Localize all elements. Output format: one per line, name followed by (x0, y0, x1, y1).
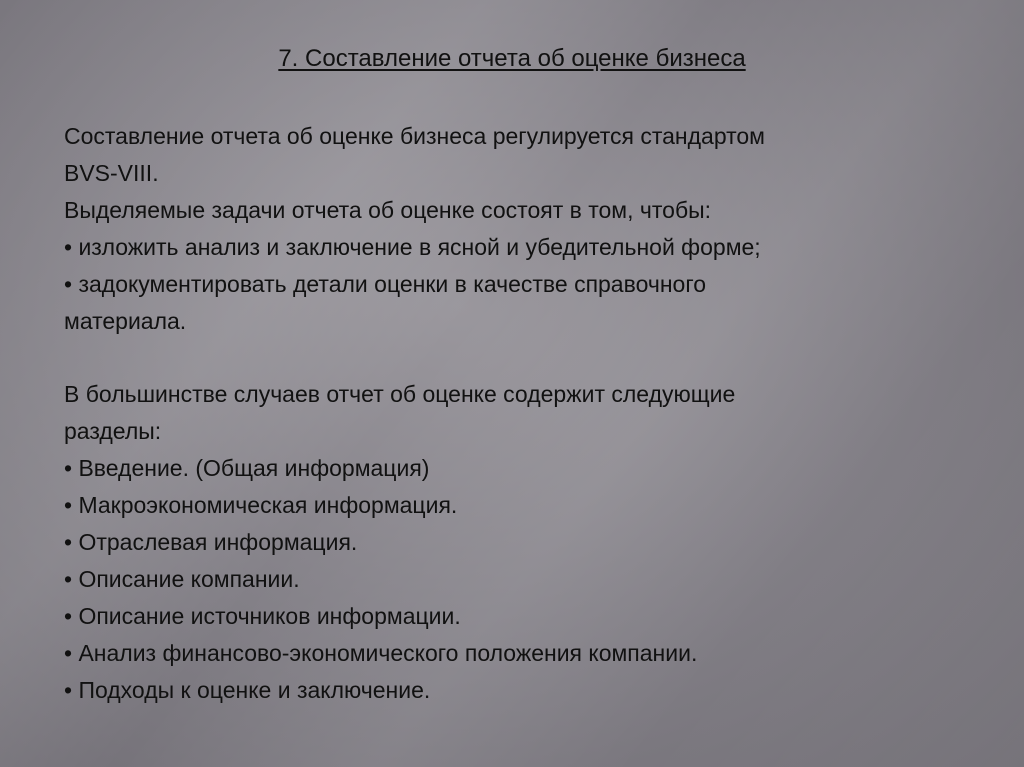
section-bullet-7: • Подходы к оценке и заключение. (64, 676, 431, 703)
task-bullet-2-line-1: • задокументировать детали оценки в качестве справочного (64, 270, 707, 297)
section-bullet-4: • Описание компании. (64, 565, 300, 592)
sections-intro-line-2: разделы: (64, 418, 162, 445)
task-bullet-1: • изложить анализ и заключение в ясной и убедительной форме; (64, 233, 761, 260)
paragraph-spacer (64, 339, 964, 376)
task-bullet-2-line-2: материала. (64, 307, 187, 334)
intro-text-line-2: BVS-VIII. (64, 159, 159, 186)
section-bullet-6: • Анализ финансово-экономического положения компании. (64, 639, 698, 666)
tasks-heading: Выделяемые задачи отчета об оценке состоят в том, чтобы: (64, 196, 712, 223)
section-bullet-3: • Отраслевая информация. (64, 528, 358, 555)
slide-title: 7. Составление отчета об оценке бизнеса (278, 45, 746, 72)
intro-text-line-1: Составление отчета об оценке бизнеса регулируется стандартом (64, 123, 765, 149)
section-bullet-1: • Введение. (Общая информация) (64, 455, 430, 482)
section-bullet-2: • Макроэкономическая информация. (64, 492, 458, 519)
slide-content (64, 118, 964, 708)
sections-intro-line-1: В большинстве случаев отчет об оценке содержит следующие (64, 381, 736, 408)
section-bullet-5: • Описание источников информации. (64, 602, 461, 629)
